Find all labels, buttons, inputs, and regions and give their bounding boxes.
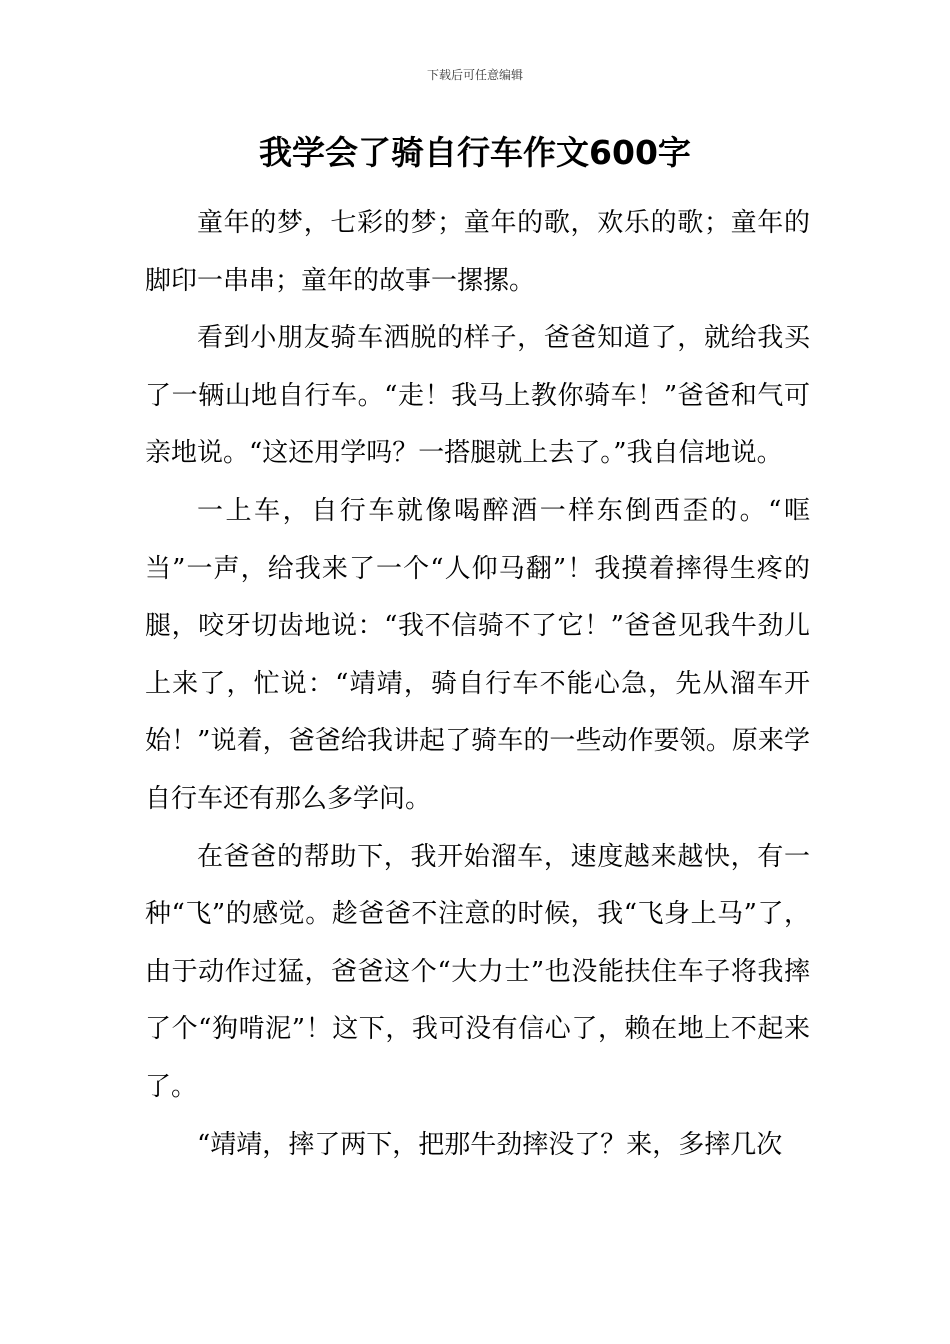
document-body [145,195,810,1174]
header-note: 下载后可任意编辑 [426,68,523,82]
paragraph: 童年的梦，七彩的梦；童年的歌，欢乐的歌；童年的脚印一串串；童年的故事一摞摞。 [145,208,810,296]
paragraph: 一上车，自行车就像喝醉酒一样东倒西歪的。“哐当”一声，给我来了一个“人仰马翻”！我摸着摔得生疼的腿，咬牙切齿地说：“我不信骑不了它！”爸爸见我牛劲儿上来了，忙说：“靖靖，骑自行车不能心急，先从溜车开始！”说着，爸爸给我讲起了骑车的一些动作要领。原来学自行车还有那么多学问。 [145,495,810,814]
document-title: 我学会了骑自行车作文600字 [259,133,691,172]
paragraph: 在爸爸的帮助下，我开始溜车，速度越来越快，有一种“飞”的感觉。趁爸爸不注意的时候，我“飞身上马”了，由于动作过猛，爸爸这个“大力士”也没能扶住车子将我摔了个“狗啃泥”！这下，我可没有信心了，赖在地上不起来了。 [145,841,810,1102]
paragraph: 看到小朋友骑车洒脱的样子，爸爸知道了，就给我买了一辆山地自行车。“走！我马上教你骑车！”爸爸和气可亲地说。“这还用学吗？一搭腿就上去了。”我自信地说。 [145,323,810,469]
paragraph: “靖靖，摔了两下，把那牛劲摔没了？来，多摔几次 [197,1129,783,1160]
